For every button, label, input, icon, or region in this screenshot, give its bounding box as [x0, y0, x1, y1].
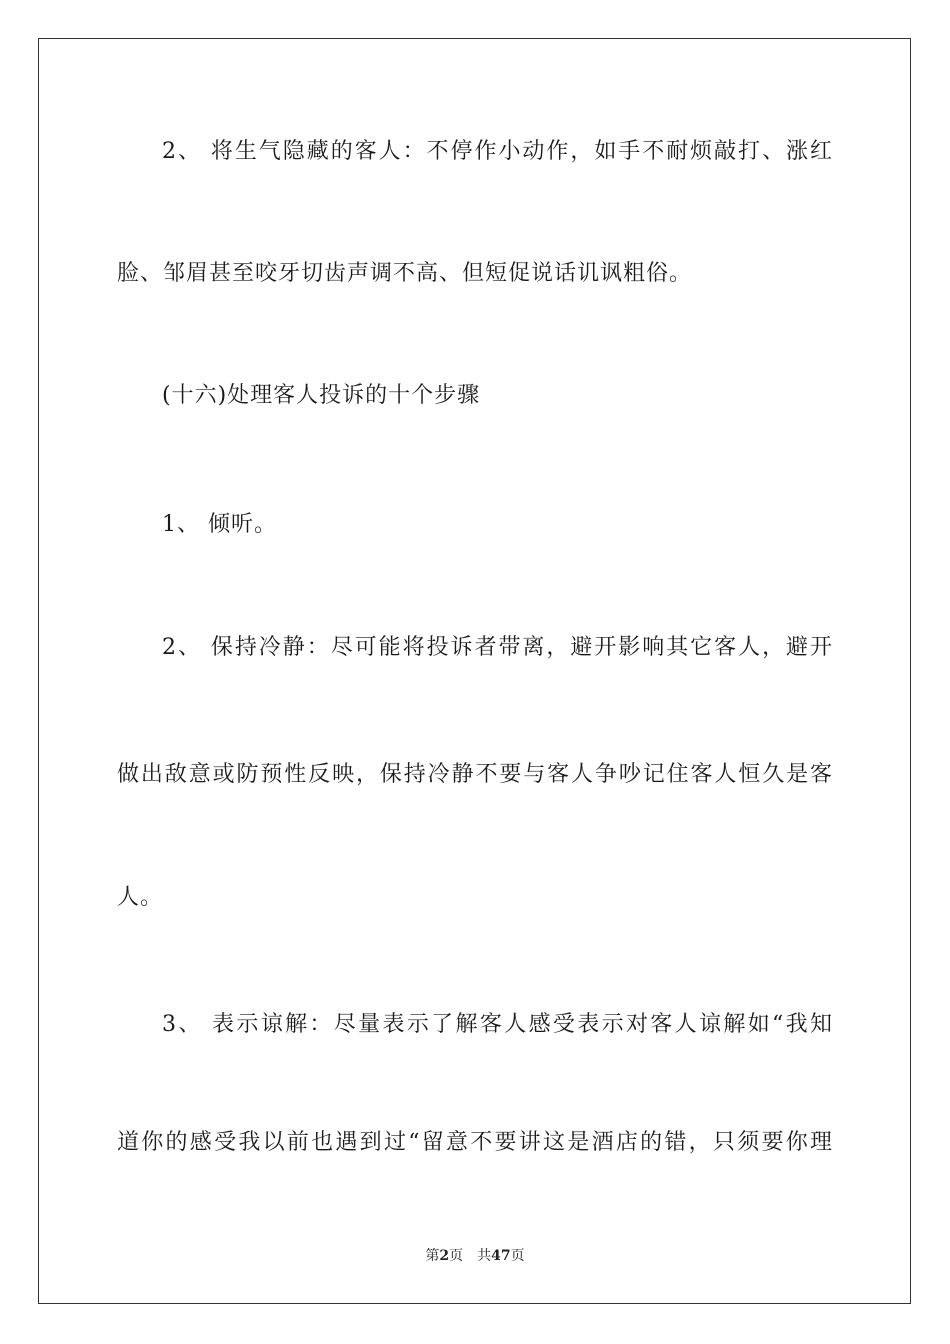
paragraph-4-line-2: 道你的感受我以前也遇到过“留意不要讲这是酒店的错，只须要你理: [117, 1130, 833, 1155]
section-heading: (十六)处理客人投诉的十个步骤: [162, 383, 481, 408]
footer-page-suffix: 页: [449, 1248, 464, 1264]
paragraph-2-line-1: 1、 倾听。: [162, 512, 277, 537]
footer-total-prefix: 共: [477, 1248, 492, 1264]
footer-page-prefix: 第: [425, 1248, 440, 1264]
paragraph-3-line-2: 做出敌意或防预性反映，保持冷静不要与客人争吵记住客人恒久是客: [117, 762, 833, 787]
page-border: [38, 38, 911, 1304]
paragraph-4-line-1: 3、 表示谅解：尽量表示了解客人感受表示对客人谅解如“我知: [162, 1012, 833, 1037]
footer-total-pages: 47: [491, 1248, 511, 1264]
page-footer: [0, 1246, 950, 1266]
paragraph-1-line-1: 2、 将生气隐藏的客人：不停作小动作，如手不耐烦敲打、涨红: [162, 139, 833, 164]
footer-page-number: 2: [439, 1248, 450, 1264]
footer-total-suffix: 页: [510, 1248, 525, 1264]
paragraph-3-line-3: 人。: [117, 885, 164, 910]
paragraph-3-line-1: 2、 保持冷静：尽可能将投诉者带离，避开影响其它客人，避开: [162, 635, 833, 660]
paragraph-1-line-2: 脸、邹眉甚至咬牙切齿声调不高、但短促说话讥讽粗俗。: [117, 261, 693, 286]
